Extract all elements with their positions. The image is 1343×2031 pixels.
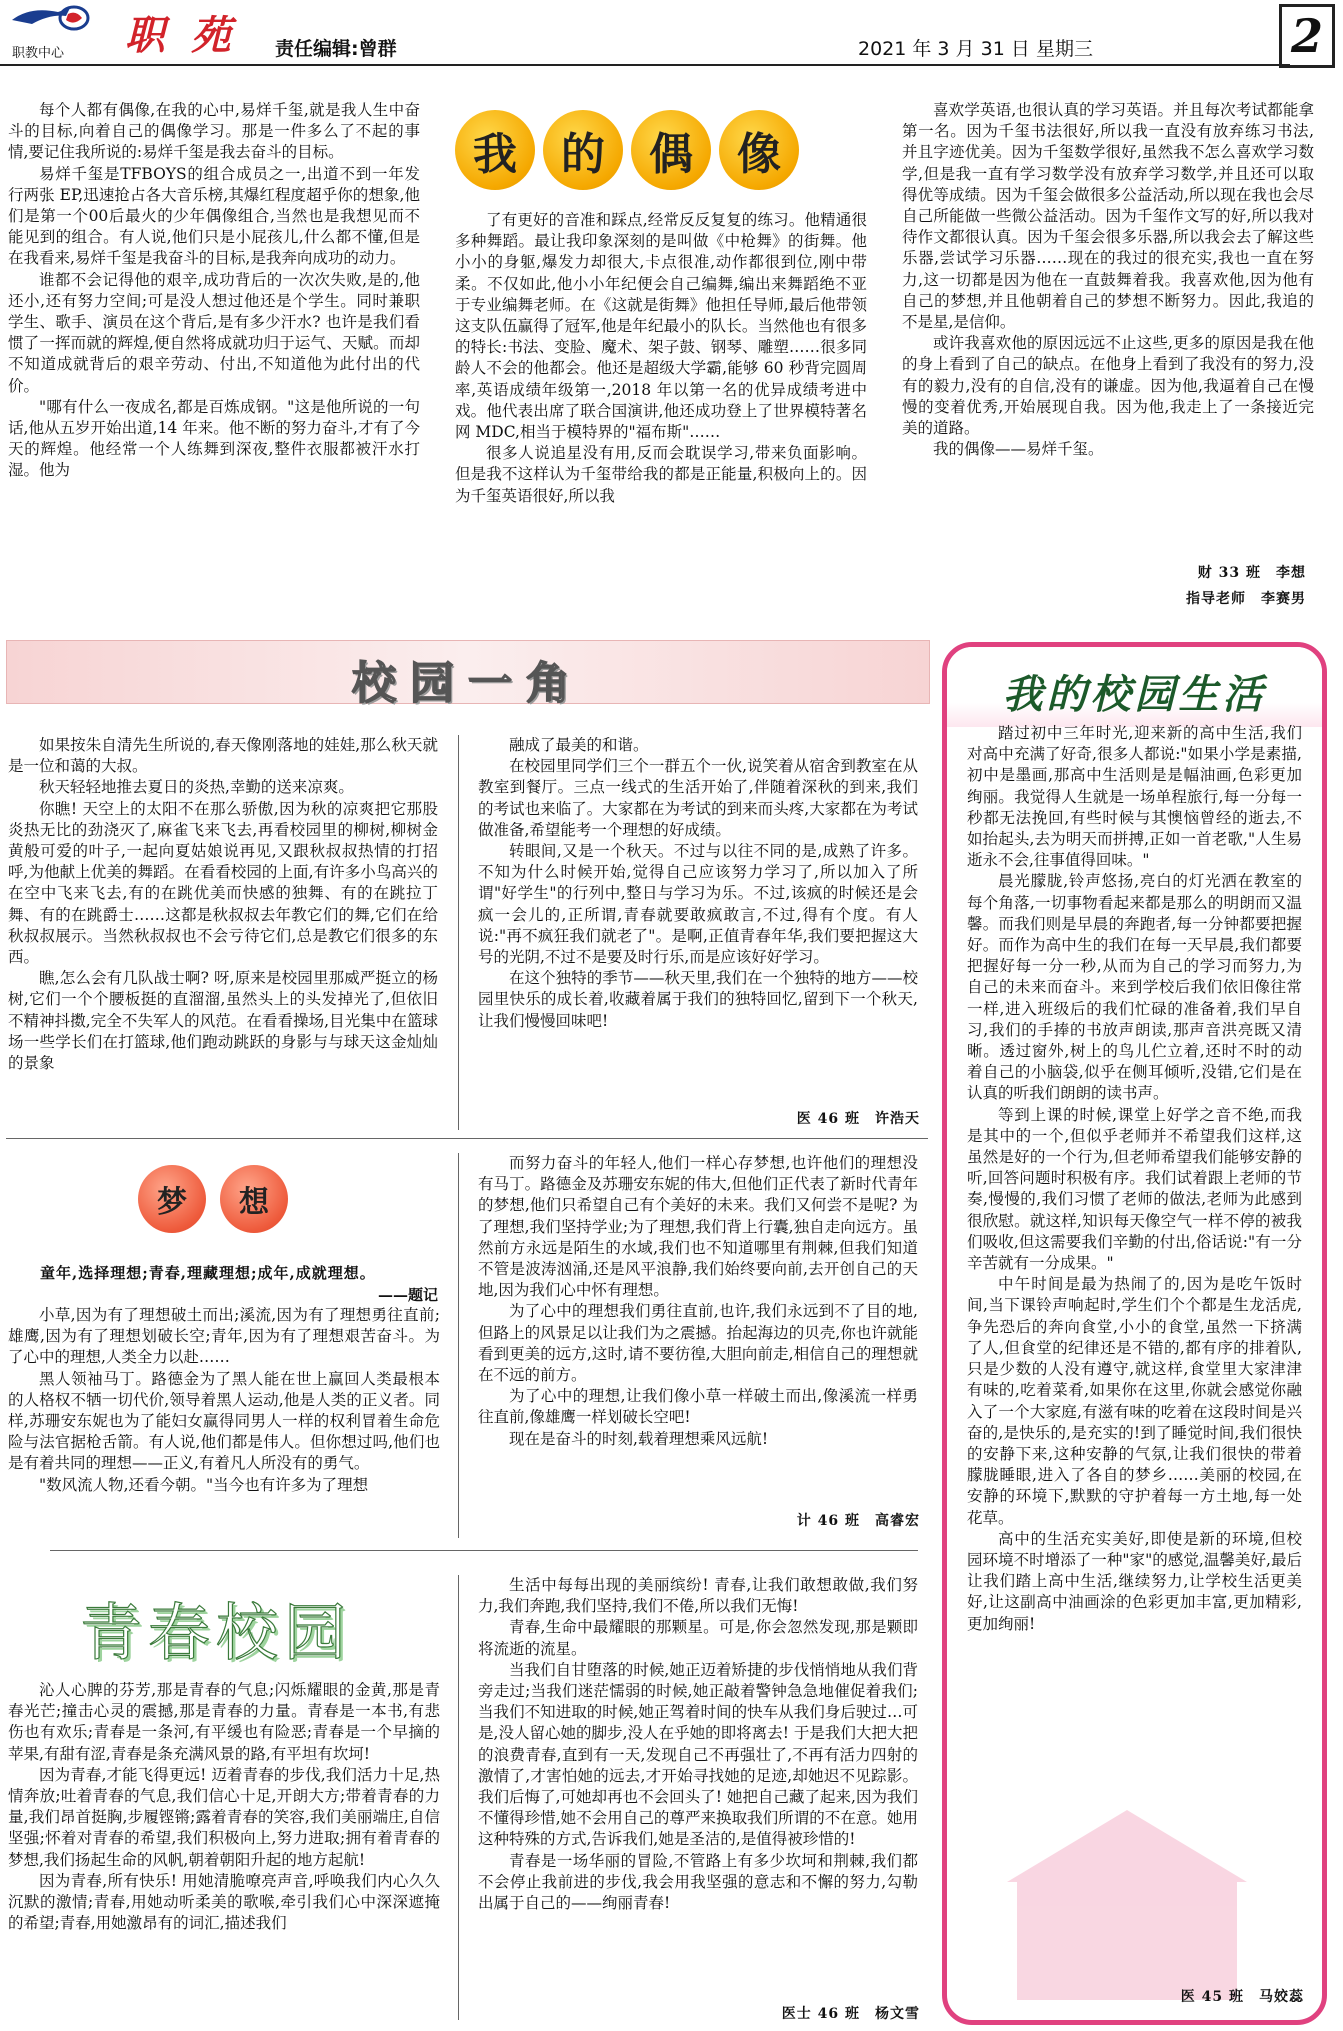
paragraph: "数风流人物,还看今朝。"当今也有许多为了理想 [39,1475,369,1494]
dream-epigraph-source: ——题记 [377,1286,438,1304]
paragraph: 黑人领袖马丁。路德金为了黑人能在世上赢回人类最根本的人格权不牺一切代价,领导着黑人运动,他是人类的正义者。同样,苏珊安东妮也为了能妇女赢得同男人一样的权利冒着生命危险与法官据枪舌箭。有人说,他们都是伟人。但你想过吗,他们也是有着共同的理想——正义,有着凡人所没有的勇气。 [8,1369,440,1473]
column-rule [458,1575,459,2020]
page-number: 2 [1279,4,1335,68]
paragraph: 秋天轻轻地推去夏日的炎热,幸勤的送来凉爽。 [39,778,354,797]
author: 医士 46 班 杨文雪 [781,2006,920,2022]
life-byline-wrap [1181,1986,1304,2006]
paragraph: 当我们自甘堕落的时候,她正迈着矫捷的步伐悄悄地从我们背旁走过;当我们迷茫懦弱的时候,她正敲着警钟急急地催促着我们;当我们不知进取的时候,她正驾着时间的快车从我们身后驶过…可是,没人留心她的脚步,没人在乎她的即将离去! 于是我们大把大把的浪费青春,直到有一天,发现自己不再强壮了,不再有活力四射的激情了,才害怕她的远去,才开始寻找她的足迹,却她迟不见踪影。我们后悔了,可她却再也不会回头了! 她把自己藏了起来,因为我们不懂得珍惜,她不会用自己的尊严来换取我们所谓的不在意。她用这种特殊的方式,告诉我们,她是圣洁的,是值得被珍惜的! [478,1660,918,1849]
paragraph: 易烊千玺是TFBOYS的组合成员之一,出道不到一年发行两张 EP,迅速抢占各大音乐榜,其爆红程度超乎你的想象,他们是第一个00后最火的少年偶像组合,当然也是我想见而不能见到的组合。有人说,他们只是小屁孩儿,什么都不懂,但是在我看来,易烊千玺是我奋斗的目标,是我奔向成功的动力。 [8,164,420,268]
paragraph: 而努力奋斗的年轻人,他们一样心存梦想,也许他们的理想没有马丁。路德金及苏珊安东妮的伟大,但他们正代表了新时代青年的梦想,他们只希望自己有个美好的未来。我们又何尝不是呢? 为了理想,我们坚持学业;为了理想,我们背上行囊,独自走向远方。虽然前方永远是陌生的水域,我们也不知道哪里有荆棘,但我们知道不管是波涛汹涌,还是风平浪静,我们始终要向前,去开创自己的天地,因为我们心中怀有理想。 [478,1154,918,1300]
column-rule [458,1153,459,1538]
dream-title [138,1165,288,1233]
life-title: 我的校园生活 [1002,671,1267,718]
idol-byline [1080,562,1306,608]
campus-title: 校园一角 [352,658,584,709]
column-rule [458,735,459,1130]
paragraph: 高中的生活充实美好,即使是新的环境,但校园环境不时增添了一种"家"的感觉,温馨美好,最后让我们踏上高中生活,继续努力,让学校生活更美好,让这副高中油画涂的色彩更加丰富,更加精彩,更加绚丽! [967,1529,1302,1633]
idol-column-1 [8,100,420,608]
campus-column-1 [8,735,438,1128]
idol-column-3 [902,100,1314,570]
paragraph: 你瞧! 天空上的太阳不在那么骄傲,因为秋的凉爽把它那股炎热无比的劲浇灭了,麻雀飞来飞去,再看校园里的柳树,柳树金黄般可爱的叶子,一起向夏姑娘说再见,又跟秋叔叔热情的打招呼,为他献上优美的舞蹈。在看看校园的上面,有许多小鸟高兴的在空中飞来飞去,有的在跳优美而快感的独舞、有的在跳拉丁舞、有的在跳爵士……这都是秋叔叔去年教它们的舞,它们在给秋叔叔展示。当然秋叔叔也不会亏待它们,总是教它们很多的东西。 [8,799,438,967]
paragraph: 瞧,怎么会有几队战士啊? 呀,原来是校园里那威严挺立的杨树,它们一个个腰板挺的直溜溜,虽然头上的头发掉光了,但依旧不精神抖擞,完全不失军人的风范。在看看操场,目光集中在篮球场一些学长们在打篮球,他们跑动跳跃的身影与与球天这金灿灿的景象 [8,969,438,1073]
idol-title-char: 像 [719,110,799,190]
paragraph: 了有更好的音准和踩点,经常反反复复的练习。他精通很多种舞蹈。最让我印象深刻的是叫做《中枪舞》的街舞。他小小的身躯,爆发力却很大,卡点很准,动作都很到位,刚中带柔。不仅如此,他小小年纪便会自己编舞,编出来舞蹈绝不亚于专业编舞老师。在《这就是街舞》他担任导师,最后他带领这支队伍赢得了冠军,他是年纪最小的队长。当然他也有很多的特长:书法、变脸、魔术、架子鼓、钢琴、雕塑……很多同龄人不会的他都会。他还是超级大学霸,能够 60 秒背完圆周率,英语成绩年级第一,2018 年以第一名的优异成绩考进中戏。他代表出席了联合国演讲,他还成功登上了世界模特著名网 MDC,相当于模特界的"福布斯"…… [455,211,867,442]
paragraph: 生活中每每出现的美丽缤纷! 青春,让我们敢想敢做,我们努力,我们奔跑,我们坚持,我们不倦,所以我们无悔! [478,1576,918,1616]
paragraph: 在这个独特的季节——秋天里,我们在一个独特的地方——校园里快乐的成长着,收藏着属于我们的独特回忆,留到下一个秋天,让我们慢慢回味吧! [478,969,918,1030]
paragraph: 因为青春,所有快乐! 用她清脆嘹亮声音,呼唤我们内心久久沉默的激情;青春,用她动听柔美的歌喉,牵引我们心中深深遮掩的希望;青春,用她激昂有的词汇,描述我们 [8,1871,440,1933]
issue-date: 2021 年 3 月 31 日 [858,38,1030,60]
paragraph: 沁人心脾的芬芳,那是青春的气息;闪烁耀眼的金黄,那是青春光芒;撞击心灵的震撼,那是青春的力量。青春是一本书,有悲伤也有欢乐;青春是一条河,有平缓也有险恶;青春是一个早摘的苹果,有甜有涩,青春是条充满风景的路,有平坦有坎坷! [8,1681,440,1763]
column-name: 职 苑 [125,12,237,59]
paragraph: 为了心中的理想我们勇往直前,也许,我们永远到不了目的地,但路上的风景足以让我们为之震撼。抬起海边的贝壳,你也许就能看到更美的远方,这时,请不要彷徨,大胆向前走,相信自己的理想就在不远的前方。 [478,1302,918,1385]
dream-title-char: 梦 [138,1165,206,1233]
building-watermark-icon [997,1800,1257,2000]
paragraph: 喜欢学英语,也很认真的学习英语。并且每次考试都能拿第一名。因为千玺书法很好,所以我一直没有放弃练习书法,并且字迹优美。因为千玺数学很好,虽然我不怎么喜欢学习数学,但是我一直有学习数学没有放弃学习数学,并且还可以取得优等成绩。因为千玺会做很多公益活动,所以现在我也会尽自己所能做一些微公益活动。因为千玺作文写的好,所以我对待作文都很认真。因为千玺会很多乐器,所以我会去了解这些乐器,尝试学习乐器……现在的我过的很充实,我也一直在努力,这一切都是因为他在一直鼓舞着我。我喜欢他,因为他有自己的梦想,并且他朝着自己的梦想不断努力。因此,我追的不是星,是信仰。 [902,101,1314,332]
life-box [942,642,1327,2025]
paragraph: 为了心中的理想,让我们像小草一样破土而出,像溪流一样勇往直前,像雄鹰一样划破长空吧! [478,1387,918,1427]
paragraph: 青春,生命中最耀眼的那颗星。可是,你会忽然发现,那是颗即将流逝的流星。 [478,1618,918,1658]
idol-column-2 [455,210,867,610]
advisor: 指导老师 李赛男 [1186,591,1306,607]
dream-column-1 [8,1305,440,1545]
idol-title [455,110,799,190]
idol-title-char: 偶 [631,110,711,190]
paragraph: 很多人说追星没有用,反而会耽误学习,带来负面影响。但是我不这样认为千玺带给我的都是正能量,积极向上的。因为千玺英语很好,所以我 [455,444,867,505]
dream-column-2 [478,1153,918,1498]
paragraph: 我的偶像——易烊千玺。 [933,440,1104,459]
header-rule [0,64,1290,66]
issue-weekday: 星期三 [1036,38,1094,60]
author: 财 33 班 李想 [1197,565,1306,581]
school-logo-icon [10,2,92,34]
dream-title-char: 想 [220,1165,288,1233]
paragraph: 或许我喜欢他的原因远远不止这些,更多的原因是我在他的身上看到了自己的缺点。在他身上看到了我没有的努力,没有的毅力,没有的自信,没有的谦虚。因为他,我逼着自己在慢慢的变着优秀,开始展现自我。因为他,我走上了一条接近完美的道路。 [902,334,1314,438]
author: 医 46 班 许浩天 [796,1111,920,1127]
paragraph: 踏过初中三年时光,迎来新的高中生活,我们对高中充满了好奇,很多人都说:"如果小学是素描,初中是墨画,那高中生活则是是幅油画,色彩更加绚丽。我觉得人生就是一场单程旅行,每一分每一秒都无法挽回,有些时候与其懊恼曾经的逝去,不如抬起头,去为明天而拼搏,正如一首老歌,"人生易逝永不会,往事值得回味。" [967,724,1302,870]
divider [50,1550,918,1551]
logo-label: 职教中心 [12,46,65,61]
youth-title: 青春校园 [80,1596,353,1669]
paragraph: 晨光朦胧,铃声悠扬,亮白的灯光洒在教室的每个角落,一切事物看起来都是那么的明朗而又温馨。而我们则是早晨的奔跑者,每一分钟都要把握好。而作为高中生的我们在每一天早晨,我们都要把握好每一分一秒,从而为自己的学习而努力,为自己的未来而奋斗。来到学校后我们依旧像往常一样,进入班级后的我们忙碌的准备着,我们早自习,我们的手捧的书放声朗读,那声音洪亮既又清晰。透过窗外,树上的鸟儿伫立着,还时不时的动着自己的小脑袋,似乎在侧耳倾听,没错,它们是在认真的听我们朗朗的读书声。 [967,872,1302,1103]
paragraph: 在校园里同学们三个一群五个一伙,说笑着从宿舍到教室在从教室到餐厅。三点一线式的生活开始了,伴随着深秋的到来,我们的考试也来临了。大家都在为考试的到来而头疼,大家都在为考试做准备,希望能考一个理想的好成绩。 [478,757,918,839]
paragraph: 融成了最美的和谐。 [509,736,649,754]
author: 计 46 班 高睿宏 [796,1513,920,1529]
paragraph: 小草,因为有了理想破土而出;溪流,因为有了理想勇往直前;雄鹰,因为有了理想划破长空;青年,因为有了理想艰苦奋斗。为了心中的理想,人类全力以赴…… [8,1306,440,1367]
idol-title-char: 的 [543,110,623,190]
idol-title-char: 我 [455,110,535,190]
dream-byline-wrap [680,1510,920,1530]
youth-column-1 [8,1680,440,2025]
youth-byline-wrap [680,2003,920,2023]
campus-byline-wrap [680,1108,920,1128]
editor-credit: 责任编辑:曾群 [275,38,397,60]
paragraph: 如果按朱自清先生所说的,春天像刚落地的娃娃,那么秋天就是一位和蔼的大叔。 [8,736,438,776]
paragraph: 青春是一场华丽的冒险,不管路上有多少坎坷和荆棘,我们都不会停止我前进的步伐,我会用我坚强的意志和不懈的努力,勾勒出属于自己的——绚丽青春! [478,1851,918,1913]
paragraph: 等到上课的时候,课堂上好学之音不绝,而我是其中的一个,但似乎老师并不希望我们这样,这虽然是好的一个行为,但老师希望我们能够安静的听,回答问题时积极有序。我们试着跟上老师的节奏,慢慢的,我们习惯了老师的做法,老师为此感到很欣慰。就这样,知识每天像空气一样不停的被我们吸收,但这需要我们辛勤的付出,俗话说:"有一分辛苦就有一分成果。" [967,1105,1302,1273]
paragraph: "哪有什么一夜成名,都是百炼成钢。"这是他所说的一句话,他从五岁开始出道,14 年来。他不断的努力奋斗,才有了今天的辉煌。他经常一个人练舞到深夜,整件衣服都被汗水打湿。他为 [8,397,420,480]
dream-epigraph: 童年,选择理想;青春,理藏理想;成年,成就理想。 [40,1264,376,1282]
paragraph: 中午时间是最为热闹了的,因为是吃午饭时间,当下课铃声响起时,学生们个个都是生龙活虎,争先恐后的奔向食堂,小小的食堂,虽然一下挤满了人,但食堂的纪律还是不错的,都有序的排着队,只是少数的人没有遵守,就这样,食堂里大家津津有味的,吃着菜肴,如果你在这里,你就会感觉你融入了一个大家庭,有滋有味的吃着在这段时间是兴奋的,是快乐的,是充实的!到了睡觉时间,我们很快的安静下来,这种安静的气氛,让我们很快的带着朦胧睡眼,进入了各自的梦乡……美丽的校园,在安静的环境下,默默的守护着每一方土地,每一处花草。 [967,1275,1302,1527]
paragraph: 谁都不会记得他的艰辛,成功背后的一次次失败,是的,他还小,还有努力空间;可是没人想过他还是个学生。同时兼职学生、歌手、演员在这个背后,是有多少汗水? 也许是我们看惯了一挥而就的辉煌,便自然将成就功归于运气、天赋。而却不知道成就背后的艰辛劳动、付出,不知道他为此付出的代价。 [8,270,420,395]
masthead [0,0,1343,70]
paragraph: 现在是奋斗的时刻,载着理想乘风远航! [509,1429,769,1448]
life-body [967,723,1302,1635]
divider [6,1138,928,1139]
campus-title-banner [6,640,930,709]
paragraph: 因为青春,才能飞得更远! 迈着青春的步伐,我们活力十足,热情奔放;吐着青春的气息,我们信心十足,开朗大方;带着青春的力量,我们昂首挺胸,步履铿锵;露着青春的笑容,我们美丽端庄,自信坚强;怀着对青春的希望,我们积极向上,努力进取;拥有着青春的梦想,我们扬起生命的风帆,朝着朝阳升起的地方起航! [8,1765,440,1869]
paragraph: 转眼间,又是一个秋天。不过与以往不同的是,成熟了许多。不知为什么时候开始,觉得自己应该努力学习了,所以加入了所谓"好学生"的行列中,整日与学习为乐。不过,该疯的时候还是会疯一会儿的,正所谓,青春就要敢疯敢言,不过,得有个度。有人说:"再不疯狂我们就老了"。是啊,正值青春年华,我们要把握这大号的光阴,不过不是要及时行乐,而是应该好好学习。 [478,842,918,967]
campus-column-2 [478,735,918,1085]
author: 医 45 班 马姣蕊 [1180,1989,1304,2005]
paragraph: 每个人都有偶像,在我的心中,易烊千玺,就是我人生中奋斗的目标,向着自己的偶像学习。那是一件多么了不起的事情,要记住我所说的:易烊千玺是我去奋斗的目标。 [8,101,420,162]
youth-column-2 [478,1575,918,2000]
